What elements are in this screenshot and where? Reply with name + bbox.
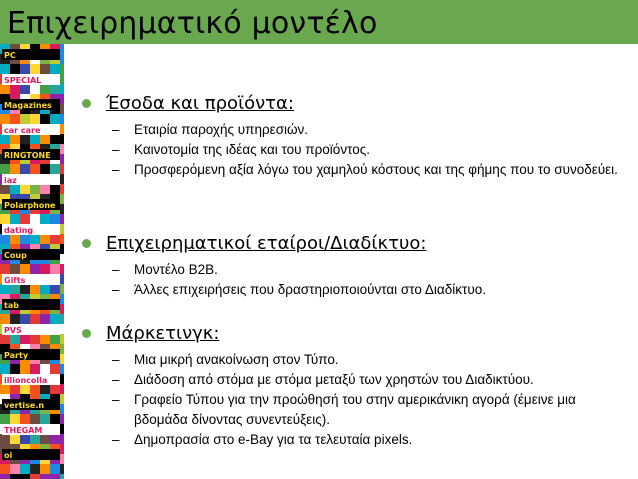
mosaic-tile [60, 144, 64, 154]
title-bar [0, 0, 638, 44]
mosaic-tile [60, 234, 64, 244]
mosaic-tile [30, 184, 40, 194]
sub-list [82, 350, 632, 450]
list-item-text: Μια μικρή ανακοίνωση στον Τύπο. [134, 352, 339, 367]
mosaic-tile [0, 284, 10, 294]
bullet-icon [82, 329, 91, 338]
mosaic-tile [40, 134, 50, 144]
mosaic-tile [60, 54, 64, 64]
mosaic-tile [20, 414, 30, 424]
mosaic-label: iaz [4, 176, 17, 185]
mosaic-tile [50, 284, 60, 294]
mosaic-tile [30, 164, 40, 174]
mosaic-tile [60, 414, 64, 424]
mosaic-tile [10, 474, 20, 479]
mosaic-tile [50, 184, 60, 194]
mosaic-tile [40, 214, 50, 224]
mosaic-tile [20, 234, 30, 244]
mosaic-tile [10, 164, 20, 174]
mosaic-tile [30, 64, 40, 74]
mosaic-tile [20, 84, 30, 94]
mosaic-tile [60, 274, 64, 284]
mosaic-tile [50, 214, 60, 224]
list-item [112, 260, 486, 280]
section-heading: Έσοδα και προϊόντα: [106, 92, 294, 114]
mosaic-tile [10, 334, 20, 344]
mosaic-tile [30, 334, 40, 344]
mosaic-tile [60, 444, 64, 454]
mosaic-tile [50, 314, 60, 324]
list-item-text: Μοντέλο B2B. [134, 262, 218, 277]
mosaic-tile [30, 384, 40, 394]
mosaic-tile [50, 334, 60, 344]
mosaic-tile [20, 264, 30, 274]
mosaic-tile [60, 154, 64, 164]
mosaic-tile [30, 314, 40, 324]
mosaic-tile [40, 184, 50, 194]
mosaic-tile [60, 364, 64, 374]
mosaic-tile [40, 334, 50, 344]
mosaic-tile [40, 164, 50, 174]
list-item-text: Άλλες επιχειρήσεις που δραστηριοποιούνται στο Διαδίκτυο. [134, 282, 486, 297]
mosaic-tile [60, 204, 64, 214]
list-item-text: Δημοπρασία στο e-Bay για τα τελευταία pixels. [134, 432, 413, 447]
mosaic-tile [10, 414, 20, 424]
mosaic-tile [10, 314, 20, 324]
mosaic-tile [50, 114, 60, 124]
mosaic-tile [10, 184, 20, 194]
section-heading-row [82, 230, 486, 256]
mosaic-tile [0, 64, 10, 74]
mosaic-tile [10, 434, 20, 444]
dash-icon: – [112, 352, 120, 367]
mosaic-tile [10, 114, 20, 124]
mosaic-tile [60, 464, 64, 474]
mosaic-tile [60, 264, 64, 274]
mosaic-tile [0, 164, 10, 174]
mosaic-tile [0, 264, 10, 274]
mosaic-tile [60, 104, 64, 114]
mosaic-tile [50, 134, 60, 144]
mosaic-tile [50, 164, 60, 174]
mosaic-tile [60, 404, 64, 414]
mosaic-tile [0, 84, 10, 94]
mosaic-label: car care [4, 126, 41, 135]
mosaic-tile [50, 234, 60, 244]
mosaic-tile [50, 384, 60, 394]
mosaic-tile [30, 234, 40, 244]
mosaic-tile [40, 84, 50, 94]
mosaic-tile [60, 74, 64, 84]
mosaic-tile [60, 314, 64, 324]
list-item-text: Γραφείο Τύπου για την προώθησή του στην αμερικάνικη αγορά (έμεινε μια βδομάδα δίνοντας συνεντεύξεις). [134, 392, 576, 427]
mosaic-tile [60, 344, 64, 354]
dash-icon: – [112, 372, 120, 387]
list-item-text: Καινοτομία της ιδέας και του προϊόντος. [134, 142, 370, 157]
mosaic-tile [20, 364, 30, 374]
mosaic-label: illioncolla [4, 376, 48, 385]
mosaic-tile [40, 474, 50, 479]
list-item [112, 370, 632, 390]
mosaic-label: dating [4, 226, 34, 235]
mosaic-tile [60, 44, 64, 54]
mosaic-label: THEGAM [4, 426, 43, 435]
mosaic-label: Gifts [4, 276, 26, 285]
mosaic-tile [40, 434, 50, 444]
mosaic-tile [20, 464, 30, 474]
dash-icon: – [112, 282, 120, 297]
mosaic-tile [60, 194, 64, 204]
bullet-icon [82, 99, 91, 108]
mosaic-tile [60, 424, 64, 434]
mosaic-label: RINGTONE [4, 151, 51, 160]
dash-icon: – [112, 162, 120, 177]
mosaic-tile [50, 474, 60, 479]
mosaic-tile [60, 374, 64, 384]
list-item [112, 140, 618, 160]
mosaic-tile [50, 364, 60, 374]
mosaic-tile [60, 84, 64, 94]
mosaic-tile [0, 134, 10, 144]
dash-icon: – [112, 392, 120, 407]
mosaic-tile [40, 284, 50, 294]
mosaic-tile [20, 114, 30, 124]
mosaic-label: Coup [4, 251, 27, 260]
mosaic-tile [20, 214, 30, 224]
mosaic-tile [10, 364, 20, 374]
mosaic-tile [40, 464, 50, 474]
mosaic-tile [0, 384, 10, 394]
slide-title: Επιχειρηματικό μοντέλο [7, 6, 378, 41]
mosaic-tile [30, 264, 40, 274]
mosaic-tile [0, 214, 10, 224]
mosaic-tile [60, 394, 64, 404]
mosaic-tile [40, 364, 50, 374]
mosaic-tile [0, 414, 10, 424]
mosaic-tile [0, 464, 10, 474]
mosaic-tile [60, 454, 64, 464]
mosaic-tile [0, 364, 10, 374]
mosaic-tile [60, 114, 64, 124]
mosaic-tile [50, 84, 60, 94]
mosaic-tile [10, 134, 20, 144]
section-marketing [82, 320, 632, 450]
mosaic-tile [60, 124, 64, 134]
mosaic-tile [30, 434, 40, 444]
mosaic-tile [60, 94, 64, 104]
mosaic-tile [30, 364, 40, 374]
mosaic-tile [60, 174, 64, 184]
mosaic-tile [0, 114, 10, 124]
mosaic-tile [60, 284, 64, 294]
mosaic-tile [50, 414, 60, 424]
mosaic-label: PVS [4, 326, 22, 335]
mosaic-tile [40, 114, 50, 124]
mosaic-tile [60, 134, 64, 144]
mosaic-svg [0, 44, 64, 479]
mosaic-tile [20, 384, 30, 394]
list-item [112, 160, 618, 180]
mosaic-tile [30, 414, 40, 424]
mosaic-tile [60, 304, 64, 314]
mosaic-tile [20, 314, 30, 324]
list-item [112, 280, 486, 300]
mosaic-tile [10, 64, 20, 74]
mosaic-label: tab [4, 301, 19, 310]
pixel-mosaic-image [0, 44, 64, 479]
section-heading-row [82, 90, 618, 116]
mosaic-tile [40, 234, 50, 244]
list-item [112, 390, 632, 430]
list-item-text: Διάδοση από στόμα με στόμα μεταξύ των χρηστών του Διαδικτύου. [134, 372, 534, 387]
mosaic-tile [10, 384, 20, 394]
mosaic-label: Party [4, 351, 29, 360]
mosaic-tile [30, 134, 40, 144]
mosaic-tile [20, 64, 30, 74]
mosaic-tile [0, 314, 10, 324]
mosaic-tile [60, 354, 64, 364]
mosaic-tile [10, 234, 20, 244]
mosaic-tile [60, 244, 64, 254]
mosaic-tile [10, 214, 20, 224]
section-heading-row [82, 320, 632, 346]
section-heading: Μάρκετινγκ: [106, 322, 220, 344]
list-item [112, 350, 632, 370]
mosaic-label: vertise.n [4, 401, 45, 410]
dash-icon: – [112, 262, 120, 277]
section-revenue [82, 90, 618, 180]
list-item-text: Εταιρία παροχής υπηρεσιών. [134, 122, 309, 137]
section-partners [82, 230, 486, 300]
mosaic-tile [20, 164, 30, 174]
dash-icon: – [112, 122, 120, 137]
mosaic-tile [30, 474, 40, 479]
mosaic-tile [40, 384, 50, 394]
mosaic-tile [10, 464, 20, 474]
sub-list [82, 260, 486, 300]
mosaic-tile [30, 84, 40, 94]
mosaic-tile [20, 184, 30, 194]
mosaic-tile [0, 184, 10, 194]
mosaic-label: oi [4, 451, 13, 460]
mosaic-tile [30, 284, 40, 294]
mosaic-tile [0, 434, 10, 444]
section-heading: Επιχειρηματικοί εταίροι/Διαδίκτυο: [106, 232, 427, 254]
mosaic-tile [40, 414, 50, 424]
mosaic-tile [20, 334, 30, 344]
mosaic-tile [60, 294, 64, 304]
mosaic-tile [40, 264, 50, 274]
mosaic-label: Polarphone [4, 201, 56, 210]
mosaic-tile [20, 474, 30, 479]
list-item [112, 120, 618, 140]
mosaic-tile [60, 324, 64, 334]
mosaic-tile [20, 134, 30, 144]
mosaic-tile [50, 434, 60, 444]
mosaic-tile [60, 474, 64, 479]
list-item-text: Προσφερόμενη αξία λόγω του χαμηλού κόστους και της φήμης που το συνοδεύει. [134, 162, 618, 177]
mosaic-tile [60, 384, 64, 394]
mosaic-tile [60, 214, 64, 224]
mosaic-tile [20, 434, 30, 444]
mosaic-tile [50, 464, 60, 474]
mosaic-tile [60, 164, 64, 174]
mosaic-tile [0, 474, 10, 479]
mosaic-tile [30, 114, 40, 124]
mosaic-label: PC [4, 51, 16, 60]
mosaic-tile [50, 64, 60, 74]
mosaic-tile [0, 334, 10, 344]
mosaic-label: SPECIAL [4, 76, 42, 85]
mosaic-tile [0, 234, 10, 244]
mosaic-tile [10, 84, 20, 94]
mosaic-tile [60, 64, 64, 74]
mosaic-tile [60, 254, 64, 264]
mosaic-tile [10, 284, 20, 294]
mosaic-tile [30, 214, 40, 224]
mosaic-tile [40, 314, 50, 324]
mosaic-tile [60, 434, 64, 444]
mosaic-tile [60, 224, 64, 234]
sub-list [82, 120, 618, 180]
mosaic-tile [10, 264, 20, 274]
mosaic-tile [50, 264, 60, 274]
mosaic-tile [60, 334, 64, 344]
mosaic-tile [20, 284, 30, 294]
dash-icon: – [112, 432, 120, 447]
mosaic-tile [30, 464, 40, 474]
mosaic-tile [40, 64, 50, 74]
list-item [112, 430, 632, 450]
mosaic-label: Magazines [4, 101, 52, 110]
mosaic-tile [60, 184, 64, 194]
dash-icon: – [112, 142, 120, 157]
bullet-icon [82, 239, 91, 248]
